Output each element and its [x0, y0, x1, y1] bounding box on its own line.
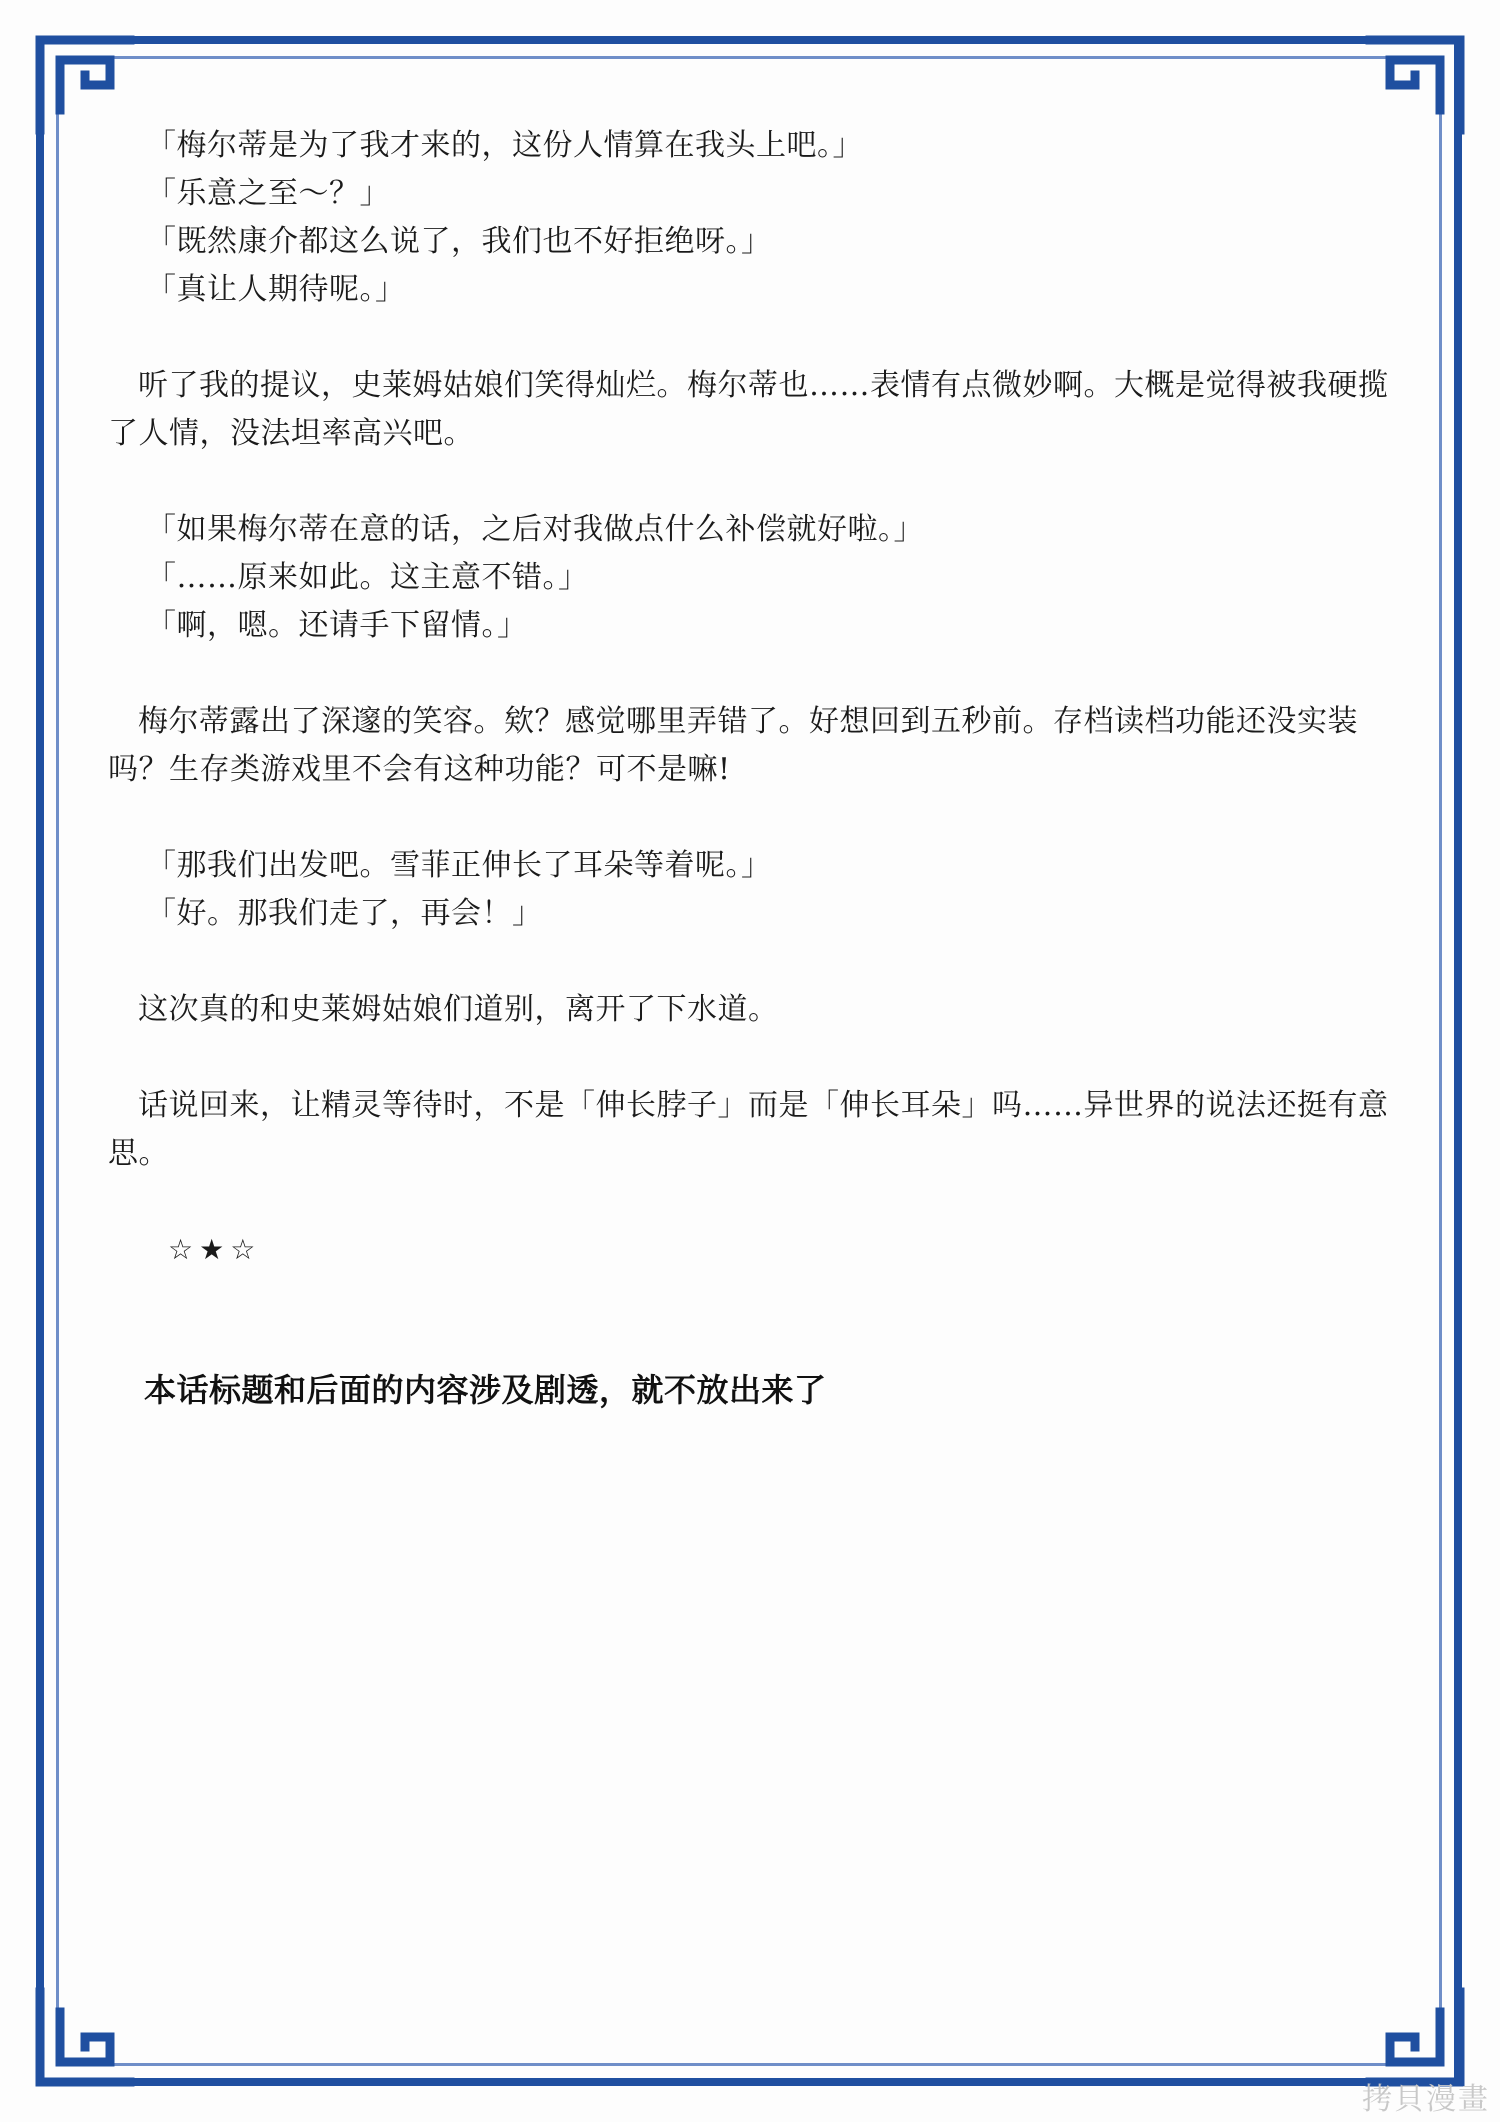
dialogue-line: 「乐意之至～？」 — [146, 176, 390, 211]
dialogue-line: 「啊，嗯。还请手下留情。」 — [146, 608, 528, 643]
page-content — [108, 122, 1408, 1414]
dialogue-block-2 — [108, 506, 1408, 650]
narration-paragraph-1: 听了我的提议，史莱姆姑娘们笑得灿烂。梅尔蒂也……表情有点微妙啊。大概是觉得被我硬揽了人情，没法坦率高兴吧。 — [108, 368, 1389, 451]
dialogue-line: 「如果梅尔蒂在意的话，之后对我做点什么补偿就好啦。」 — [146, 512, 924, 547]
dialogue-block-3 — [108, 842, 1408, 938]
dialogue-block-1 — [108, 122, 1408, 314]
watermark-text: 拷貝漫畫 — [1362, 2082, 1490, 2117]
scene-break-stars: ☆★☆ — [168, 1233, 262, 1266]
dialogue-line: 「既然康介都这么说了，我们也不好拒绝呀。」 — [146, 224, 772, 259]
narration-paragraph-2: 梅尔蒂露出了深邃的笑容。欸？感觉哪里弄错了。好想回到五秒前。存档读档功能还没实装吗？生存类游戏里不会有这种功能？可不是嘛! — [108, 704, 1358, 787]
dialogue-line: 「梅尔蒂是为了我才来的，这份人情算在我头上吧。」 — [146, 128, 863, 163]
dialogue-line: 「那我们出发吧。雪菲正伸长了耳朵等着呢。」 — [146, 848, 772, 883]
dialogue-line: 「好。那我们走了，再会！」 — [146, 896, 543, 931]
dialogue-line: 「……原来如此。这主意不错。」 — [146, 560, 589, 595]
corner-ornament-bottom-left — [30, 1980, 142, 2092]
narration-paragraph-3: 这次真的和史莱姆姑娘们道别，离开了下水道。 — [138, 992, 779, 1027]
narration-paragraph-4: 话说回来，让精灵等待时，不是「伸长脖子」而是「伸长耳朵」吗……异世界的说法还挺有意思。 — [108, 1088, 1389, 1171]
translator-note: 本话标题和后面的内容涉及剧透，就不放出来了 — [144, 1371, 827, 1409]
dialogue-line: 「真让人期待呢。」 — [146, 272, 406, 307]
